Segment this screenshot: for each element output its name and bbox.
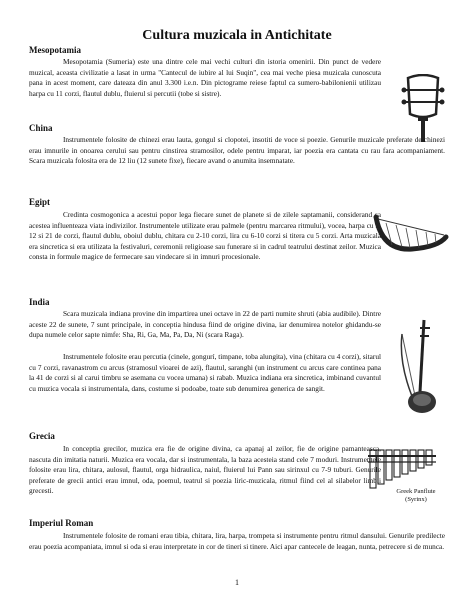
panflute-subcaption: (Syrinx) (405, 496, 427, 503)
section-heading-mesopotamia: Mesopotamia (29, 45, 81, 55)
paragraph-mesopotamia: Mesopotamia (Sumeria) este una dintre cele mai vechi culturi din istoria omenirii. Din punct de vedere muzical, aceasta civilizatie a lasat in urma "Cantecul de iubire al lui Suqin", cea mai veche piesa muzicala cunoscuta pana in acest moment, care dateaza din anul 3.300 i.e.n. Din pictograme reiese faptul ca sumero-babilonienii utilizau harpa cu 11 corzi, flautul dublu, fluierul si percutii (tobe si sistre). (29, 57, 381, 98)
paragraph-india-2: Instrumentele folosite erau percutia (cinele, gongurí, timpane, toba alungita), vina (chitara cu 4 corzi), sitarul cu 7 corzi, ravanastrom cu arcus (stramosul vioarei de azi), flautul, saranghi (un instrument cu arcus care continea pana la 41 de corzi si al carui timbru se asemana cu vocea umana) si rabab. Muzica indiana era sincretica, imbinand cuvantul cu muzica vocala si instrumentala, dans, costume si podoabe, toate sub denumirea generica de sangit. (29, 352, 381, 393)
paragraph-imperiul-roman: Instrumentele folosite de romani erau tibia, chitara, lira, harpa, trompeta si instrumente pentru ritmul dansului. Genurile predilecte erau poezia acompaniata, imnul si oda si erau interpretate in cor de tineri si tinere. Aici apar cantecele de leagan, nunta, petrecere si de munca. (29, 531, 445, 551)
section-heading-grecia: Grecia (29, 431, 55, 441)
page-title: Cultura muzicala in Antichitate (142, 28, 332, 43)
paragraph-grecia: In conceptia grecilor, muzica era fie de origine divina, ca apanaj al zeilor, fie de origine pamanteasca, nascuta din imitatia naturii. Muzica era vocala, dar si instrumentala, la baza acesteia stand cele 7 moduri. Instrumentele folosite erau lira, chitara, aulosul, flautul, orga hidraulica, naiul, fluierul lui Pann sau sirinxul cu 7-9 tuburi. Genurile preferate de grecii antici erau imnul, oda, poemul, teatrul si poezia liric-muzicala, ritmul fiind cel al silabelor limbii grecesti. (29, 444, 381, 496)
paragraph-egipt: Credinta cosmogonica a acestui popor lega fiecare sunet de planete si de zilele saptamanii, considerand ca acestea influenteaza viata indivizilor. Instrumentele utilizate erau palmele (pentru marcarea ritmului), vocea, harpa cu 3, 12 si 21 de corzi, flautul dublu, oboiul dublu, chitara cu 2-10 corzi, lira cu 6-10 corzi si titera cu 5 corzi. Arta muzicala era sincretica si era utilizata la festivaluri, ceremonii religioase sau funerare si in cadrul teatrului destinat zeilor. Muzica consta in formule magice de fermecare sau vindecare si in imnuri procesionale. (29, 210, 381, 262)
page-number: 1 (235, 578, 239, 587)
section-heading-india: India (29, 297, 50, 307)
paragraph-india-1: Scara muzicala indiana provine din impartirea unei octave in 22 de parti numite shruti (abia audibile). Dintre aceste 22 de sunete, 7 sunt principale, in conceptia hindusa fiind de origine divina, iar denumirea notelor ghidandu-se dupa numele celor sapte nimfe: Sha, Ri, Ga, Ma, Pa, Da, Ni (scara Raga). (29, 309, 381, 340)
sistrum-instrument-icon (398, 74, 448, 144)
greek-panflute-figure (368, 446, 454, 510)
section-heading-egipt: Egipt (29, 197, 51, 207)
indian-string-instrument-icon (398, 318, 446, 418)
section-heading-china: China (29, 123, 53, 133)
egyptian-harp-icon (372, 211, 450, 255)
paragraph-china: Instrumentele folosite de chinezi erau lauta, gongul si clopotei, insotiti de voce si poezie. Genurile muzicale preferate de chinezi erau imnurile in onoarea cerului sau pentru cinstirea stramosilor, odele pentru imparat, iar poezia era cantata cu rau fara acompaniament. Scara muzicala folosita era de 12 liu (12 sunete fixe), fiecare avand o anumita insemnatate. (29, 135, 445, 166)
panflute-icon (368, 446, 454, 490)
section-heading-imperiul-roman: Imperiul Roman (29, 518, 94, 528)
panflute-caption: Greek Panflute (396, 488, 436, 495)
